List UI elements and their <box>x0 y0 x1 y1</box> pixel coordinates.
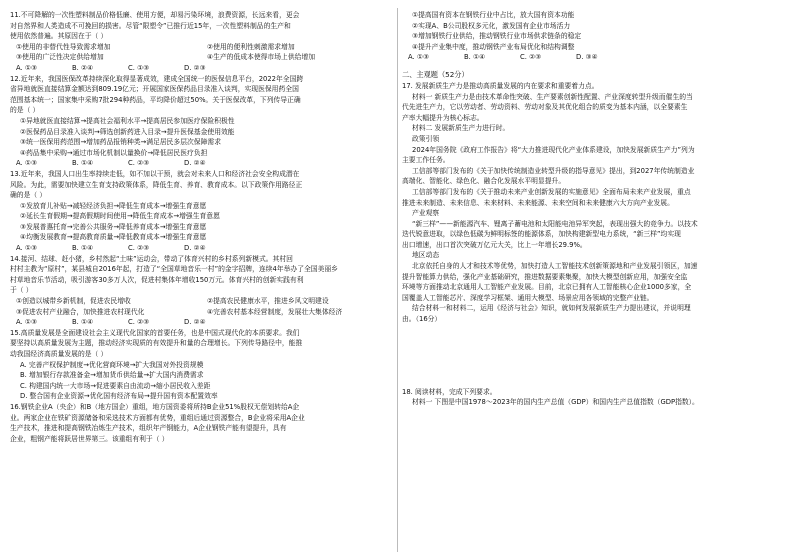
material-text-line: 工信部等部门发布的《关于推动未来产业创新发展的实施意见》全面布局未来产业发展，重点 <box>412 187 691 196</box>
option-1[interactable]: ①使用的非替代性导致需求增加 <box>16 42 111 51</box>
question-18 <box>402 387 784 408</box>
question-text-line: 于（ ） <box>10 286 33 295</box>
option-2[interactable]: ②实现A、B公司股权多元化，激发国有企业市场活力 <box>412 21 571 30</box>
option-row <box>10 296 393 307</box>
material-text-line: 材料一 新质生产力是由技术革命性突破、生产要素创新性配置、产业深度转型升级而催生的当 <box>412 92 693 101</box>
option-2[interactable]: ②使用的便利性刺激需求增加 <box>207 42 295 51</box>
right-column <box>402 10 784 552</box>
option-row <box>10 42 393 53</box>
section-title: 二、主观题（52分） <box>402 69 469 79</box>
question-text-line: 村村主教为“原村”，某县城自2016年起，打造了“全国草地音乐一村”的金字招牌，连续4年举办了全国美丽乡 <box>10 265 338 274</box>
question-text-line: 12.近年来，我国医保改革持续深化取得显著成效，建成全国统一的医保信息平台，2022年全国跨 <box>10 74 304 83</box>
question-text-line: 11.不可降解的一次性塑料制品价格低廉、使用方便，却易污染环境，浪费资源，长远来看，更会 <box>10 11 300 19</box>
choice-d[interactable]: D. ②④ <box>184 318 206 327</box>
question-text-line: 17. 发展新质生产力是推动高质量发展的内在要求和重要着力点。 <box>402 81 599 90</box>
choice-a[interactable]: A. ①③ <box>16 244 38 253</box>
question-prompt: 由。（16分） <box>402 315 442 324</box>
choice-b[interactable]: B. ②④ <box>72 63 94 72</box>
answer-choices <box>10 63 393 74</box>
choice-c[interactable]: C. ②③ <box>128 159 150 168</box>
choice-b[interactable]: B. ①④ <box>464 53 486 62</box>
material-text-line: 产率大幅提升为核心标志。 <box>402 113 484 122</box>
material-text-line: 材料二 发展新质生产力进行时。 <box>412 124 510 133</box>
material-text-line: 国覆盖人工智能芯片、深度学习框架、通用大模型、场景应用各领域的完整产业链。 <box>402 293 654 302</box>
material-text-line: 2024年国务院《政府工作报告》将“大力推进现代化产业体系建设，加快发展新质生产力”列为 <box>412 145 695 154</box>
choice-b[interactable]: B. ①④ <box>72 318 94 327</box>
question-text-line: 的是（ ） <box>10 106 40 115</box>
choice-d[interactable]: D. ②③ <box>184 63 206 72</box>
choice-b[interactable]: B. ①④ <box>72 244 94 253</box>
choice-b[interactable]: B. 增加银行存款准备金→增加货币供给量→扩大国内消费需求 <box>20 371 204 380</box>
question-text-line: 16.钢铁企业A（央企）和B（地方国企）重组，地方国资委将所持B企业51%股权无偿划转给A企 <box>10 402 300 411</box>
question-text-line: 范围基本统一；国家集中采购7批294种药品，平均降价超过50%。关于医保改革，下列传导正确 <box>10 95 301 104</box>
question-text-line: 要坚持以高质量发展为主题，推动经济实现质的有效提升和量的合理增长。下列传导路径中，能推 <box>10 339 303 348</box>
question-text-line: 15.高质量发展是全面建设社会主义现代化国家的首要任务，也是中国式现代化的本质要求。我们 <box>10 328 300 337</box>
choice-a[interactable]: A. ①③ <box>16 159 38 168</box>
left-column <box>10 10 393 552</box>
choice-c[interactable]: C. ②③ <box>128 244 150 253</box>
choice-c[interactable]: C. 构建国内统一大市场→促进要素自由流动→缩小居民收入差距 <box>20 381 211 390</box>
choice-d[interactable]: D. 整合国有企业资源→优化国有经济布局→提升国有资本配置效率 <box>20 392 218 401</box>
option-4[interactable]: ④完善农村基本经营制度，发展壮大集体经济 <box>207 307 343 316</box>
question-text-line: 省异地就医直接结算金额达到809.19亿元；开展国家医保药品目录准入谈判，实现医保用药全国 <box>10 85 299 94</box>
question-text-line: 生产技术，推进和提高钢铁冶炼生产技术，组织年产钢能力，A企业钢铁产能有望提升，具有 <box>10 424 287 433</box>
material-text-line: “新三样”——新能源汽车、锂离子蓄电池和太阳能电池异军突起，表现出强大的竞争力。以技术 <box>412 219 698 228</box>
answer-space[interactable] <box>402 325 784 387</box>
answer-choices <box>10 243 393 254</box>
question-text-line: 对自然界和人类造成不可挽回的损害。尽管“限塑令”已推行近15年，一次性塑料制品的生产和 <box>10 21 291 30</box>
question-16 <box>10 402 393 444</box>
choice-d[interactable]: D. ③④ <box>576 53 598 62</box>
material-text-line: 迭代锐意进取，以绿色低碳为鲜明标签的能源体系，加快构建新型电力系统，“新三样”均实现 <box>402 230 681 239</box>
question-text-line: 13.近年来，我国人口出生率持续走低，如不加以干预，就会对未来人口和经济社会安全构成潜在 <box>10 169 300 178</box>
option-4[interactable]: ④生产的低成本使得市场上供给增加 <box>207 53 316 62</box>
option-2[interactable]: ②提高农民健康水平，推进乡风文明建设 <box>207 297 329 306</box>
material-text-line: 材料一 下图是中国1978～2023年的国内生产总值（GDP）和国内生产总值指数（GDP指数）。 <box>412 398 699 407</box>
question-11 <box>10 10 393 74</box>
choice-d[interactable]: D. ②④ <box>184 159 206 168</box>
question-text-line: 14.接河、结球、赶小猪，乡村然起“土味”运动会，带动了体育兴村的乡村系列新模式。其村回 <box>10 254 293 263</box>
question-prompt: 结合材料一和材料二，运用《经济与社会》知识，就如何发展新质生产力提出建议，并说明理 <box>412 304 691 313</box>
option-3[interactable]: ③使用的广泛性决定供给增加 <box>16 53 104 62</box>
option-1[interactable]: ①异地就医直接结算→提高社会福利水平→提高居民参加医疗保险积极性 <box>20 116 235 125</box>
choice-c[interactable]: C. ②③ <box>128 318 150 327</box>
option-3[interactable]: ③统一医保用药范围→增加药品报销种类→满足居民多层次保障需求 <box>20 138 221 147</box>
option-3[interactable]: ③发展普惠托育→完善公共服务→降低养育成本→增强生育意愿 <box>20 222 207 231</box>
material-text-line: 提升智能算力供给，强化产业基础研究，推进数据要素集聚，加快大模型创新应用，加强安全监 <box>402 272 688 281</box>
option-1[interactable]: ①创造以城带乡新机制，促进农民增收 <box>16 297 131 306</box>
choice-a[interactable]: A. ①③ <box>408 53 430 62</box>
option-row <box>10 307 393 318</box>
question-text-line: 业。两家企业在铁矿资源储备和采选技术方面都有优势，重组后通过资源整合，B企业将采用A企业 <box>10 413 305 422</box>
option-3[interactable]: ③增加钢铁行业供给，推动钢铁行业市场供求链条的稳定 <box>412 32 582 41</box>
material-text-line: 推进未来制造、未来信息、未来材料、未来能源、未来空间和未来健康六大方向产业发展。 <box>402 198 674 207</box>
choice-a[interactable]: A. 完善产权保护制度→优化营商环境→扩大我国对外投资规模 <box>20 360 204 369</box>
material-text-line: 主要工作任务。 <box>402 156 450 165</box>
question-text-line: 确的是（ ） <box>10 191 47 200</box>
material-text-line: 工信部等部门发布的《关于加快传统制造业转型升级的指导意见》提出，到2027年传统制造业 <box>412 166 695 175</box>
option-1[interactable]: ①发放育儿补贴→减轻经济负担→降低生育成本→增强生育意愿 <box>20 201 207 210</box>
option-4[interactable]: ④提升产业集中度，推动钢铁产业布局优化和结构调整 <box>412 42 575 51</box>
answer-choices <box>10 317 393 328</box>
choice-b[interactable]: B. ①④ <box>72 159 94 168</box>
choice-d[interactable]: D. ②④ <box>184 244 206 253</box>
question-text-line: 企业，粗钢产能将跃居世界第三。该重组有利于（ ） <box>10 434 169 443</box>
option-2[interactable]: ②医保药品目录准入谈判→筛选创新药进入目录→提升医保基金使用效能 <box>20 127 235 136</box>
subheading: 产业观察 <box>412 209 440 218</box>
question-16-options <box>402 10 784 63</box>
material-text-line: 环境等方面推动北京通用人工智能产业发展。目前，北京已拥有人工智能核心企业1000多家，全 <box>402 283 692 292</box>
subheading: 地区动态 <box>412 251 440 260</box>
column-divider <box>397 8 398 552</box>
option-1[interactable]: ①提高国有资本在钢铁行业中占比，放大国有资本功能 <box>412 11 575 19</box>
option-4[interactable]: ④均衡发展教育→提高教育质量→降低教育成本→增强生育意愿 <box>20 233 207 242</box>
answer-choices <box>10 158 393 169</box>
question-13 <box>10 169 393 254</box>
option-row <box>10 52 393 63</box>
option-2[interactable]: ②延长生育假期→提高假期时间使用→降低生育成本→增强生育意愿 <box>20 212 220 221</box>
choice-c[interactable]: C. ①③ <box>128 63 150 72</box>
question-12 <box>10 74 393 169</box>
question-text-line: 动我国经济高质量发展的是（ ） <box>10 350 108 358</box>
option-3[interactable]: ③促进农村产业融合，加快推进农村现代化 <box>16 307 145 316</box>
question-text-line: 风险。为此，需要加快建立生育支持政策体系，降低生育、养育、教育成本。以下政策作用路径正 <box>10 180 303 189</box>
material-text-line: 代先进生产力，它以劳动者、劳动资料、劳动对象及其优化组合的质变为基本内涵，以全要素生 <box>402 103 688 112</box>
subheading: 政策引领 <box>412 134 440 143</box>
answer-choices <box>402 52 784 63</box>
material-text-line: 出口增速，出口首次突破万亿元大关，比上一年增长29.9%。 <box>402 240 587 249</box>
question-14 <box>10 254 393 328</box>
question-text-line: 村草地音乐节活动，吸引游客30多万人次，促进村集体年增收150万元。体育兴村的创新实践有利 <box>10 275 304 284</box>
choice-a[interactable]: A. ①③ <box>16 318 38 327</box>
option-4[interactable]: ④药品集中采购→通过市场化机制以量换价→降低居民医疗负担 <box>20 148 208 157</box>
material-text-line: 北京依托自身的人才和技术等优势，加快打造人工智能技术创新策源地和产业发展引领区，加速 <box>412 262 698 271</box>
question-text-line: 18. 阅读材料，完成下列要求。 <box>402 387 497 396</box>
question-text-line: 使用依然普遍。其原因在于（ ） <box>10 32 108 41</box>
choice-a[interactable]: A. ①③ <box>16 63 38 72</box>
material-text-line: 高端化、智能化、绿色化、融合化发展水平明显提升。 <box>402 177 566 186</box>
question-15 <box>10 328 393 402</box>
question-17 <box>402 81 784 325</box>
choice-c[interactable]: C. ②③ <box>520 53 542 62</box>
